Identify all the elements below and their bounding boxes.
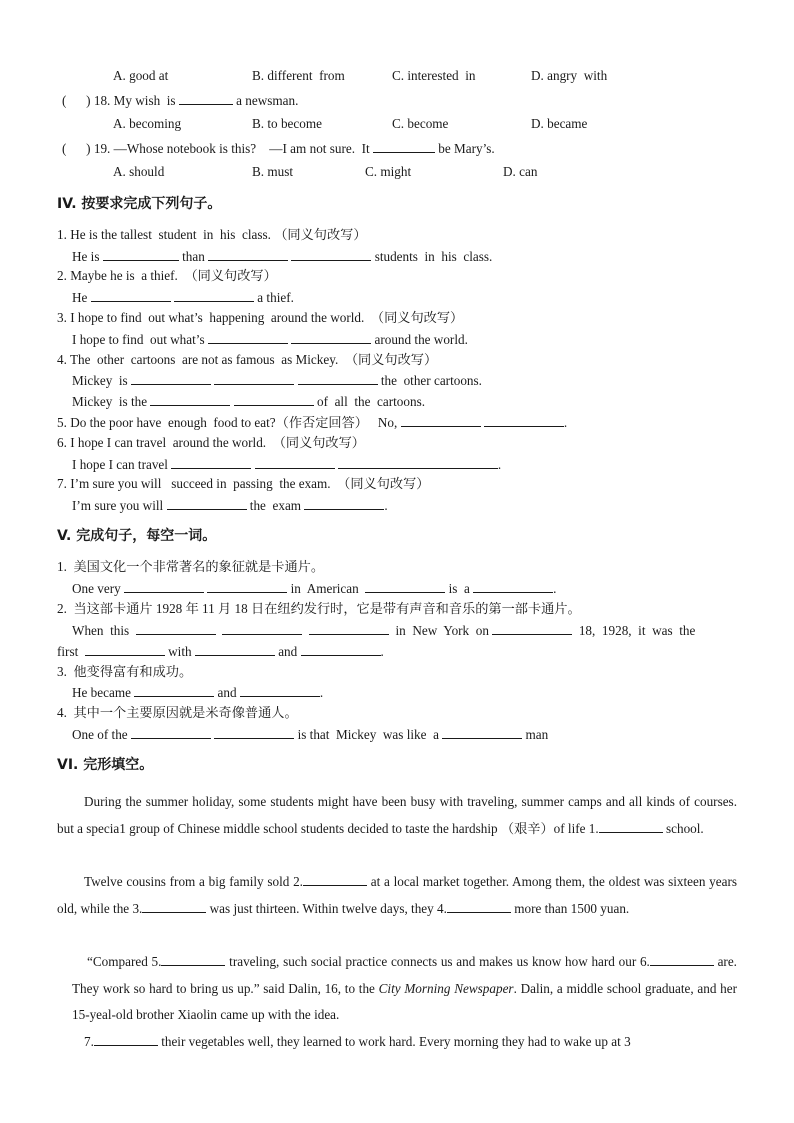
answer-blank[interactable] <box>291 248 371 261</box>
sec4-item-6: 6. I hope I can travel around the world. （同义句改写） <box>57 435 365 450</box>
sec4-item-4-answer-a <box>72 372 482 389</box>
cloze-paragraph-3 <box>72 949 737 1029</box>
q18-stem <box>62 92 298 109</box>
answer-blank[interactable] <box>214 726 294 739</box>
sec5-item-3-answer: He became and . <box>72 685 324 700</box>
answer-blank[interactable] <box>171 456 251 469</box>
answer-blank[interactable] <box>365 580 445 593</box>
text-fragment: and <box>217 685 237 700</box>
cloze-blank-1[interactable] <box>599 820 663 833</box>
text-fragment: is that Mickey was like a <box>297 727 439 742</box>
text-fragment: One of the <box>72 727 128 742</box>
answer-blank[interactable] <box>124 580 204 593</box>
answer-blank[interactable] <box>484 414 564 427</box>
answer-blank[interactable] <box>136 622 216 635</box>
text-fragment: He is <box>72 249 100 264</box>
q19-option-c: C. might <box>365 164 412 179</box>
text-fragment: a thief. <box>257 290 294 305</box>
answer-blank[interactable] <box>291 331 371 344</box>
cloze-blank-7[interactable] <box>94 1033 158 1046</box>
text-fragment: the exam <box>249 498 302 513</box>
text-fragment: One very <box>72 581 121 596</box>
sec4-item-4-answer-b <box>72 393 425 410</box>
q19-stem <box>62 140 495 157</box>
answer-blank[interactable] <box>418 456 498 469</box>
text-fragment: man <box>525 727 549 742</box>
cloze-blank-2[interactable] <box>303 873 367 886</box>
q18-blank[interactable] <box>179 92 233 105</box>
sec5-item-2-answer-b: first with and . <box>57 644 384 659</box>
text-fragment: 5. Do the poor have enough food to eat?（作否定回答） No, <box>57 415 398 430</box>
sec5-item-1: 1. 美国文化一个非常著名的象征就是卡通片。 <box>57 559 325 574</box>
sec4-item-4: 4. The other cartoons are not as famous as Mickey. （同义句改写） <box>57 352 438 367</box>
sec5-item-2: 2. 当这部卡通片 1928 年 11 月 18 日在纽约发行时，它是带有声音和音乐的第一部卡通片。 <box>57 601 581 616</box>
newspaper-title: City Morning Newspaper <box>378 980 514 996</box>
sec4-item-3-answer <box>72 331 468 348</box>
q18-option-a: A. becoming <box>113 116 182 131</box>
text-fragment: with <box>168 644 192 659</box>
text-fragment: in American <box>290 581 359 596</box>
text-fragment: Mickey is <box>72 373 128 388</box>
text-fragment: than <box>182 249 205 264</box>
q18-suffix: a newsman. <box>236 93 299 108</box>
section-4-title: IV. 按要求完成下列句子。 <box>57 196 222 212</box>
q19-prefix: ( ) 19. —Whose notebook is this? —I am not sure. It <box>62 141 370 156</box>
text-fragment: When this <box>72 623 130 638</box>
section-5-title: V. 完成句子，每空一词。 <box>57 528 217 544</box>
sec5-item-4: 4. 其中一个主要原因就是米奇像普通人。 <box>57 705 298 720</box>
answer-blank[interactable] <box>309 622 389 635</box>
cloze-paragraph-1 <box>57 789 737 869</box>
cloze-paragraph-4 <box>57 1029 737 1057</box>
text-fragment: in New York on <box>395 623 489 638</box>
answer-blank[interactable] <box>442 726 522 739</box>
answer-blank[interactable] <box>85 643 165 656</box>
answer-blank[interactable] <box>174 289 254 302</box>
text-fragment: and <box>278 644 298 659</box>
text-fragment: of all the cartoons. <box>316 394 426 409</box>
q17-option-d: D. angry with <box>531 68 608 83</box>
text-fragment: their vegetables well, they learned to work hard. Every morning they had to wake up at 3 <box>157 1034 631 1049</box>
answer-blank[interactable] <box>208 248 288 261</box>
q17-option-a: A. good at <box>113 68 169 83</box>
text-fragment: . Dalin, a middle school graduate, and her 15-yeal-old brother Xiaolin came up with the idea. <box>72 980 738 1022</box>
text-fragment: at a local market together. Among them, the oldest was sixteen years old, while the 3. <box>57 874 738 916</box>
q19-option-a: A. should <box>113 164 165 179</box>
answer-blank[interactable] <box>401 414 481 427</box>
answer-blank[interactable] <box>208 331 288 344</box>
text-fragment: traveling, such social practice connects us and makes us know how hard our 6. <box>225 954 650 969</box>
answer-blank[interactable] <box>150 393 230 406</box>
text-fragment: was just thirteen. Within twelve days, they 4. <box>206 900 447 916</box>
q19-option-b: B. must <box>252 164 294 179</box>
text-fragment: “Compared 5. <box>87 954 162 969</box>
text-fragment: I hope to find out what’s <box>72 332 205 347</box>
cloze-blank-5[interactable] <box>161 953 225 966</box>
answer-blank[interactable] <box>255 456 335 469</box>
text-fragment: He became <box>72 685 131 700</box>
text-fragment: first <box>57 644 79 659</box>
q18-option-d: D. became <box>531 116 588 131</box>
answer-blank[interactable] <box>91 289 171 302</box>
answer-blank[interactable] <box>473 580 553 593</box>
answer-blank[interactable] <box>195 643 275 656</box>
text-fragment: I hope I can travel <box>72 457 168 472</box>
q18-option-c: C. become <box>392 116 449 131</box>
answer-blank[interactable] <box>167 497 247 510</box>
sec4-item-7: 7. I’m sure you will succeed in passing the exam. （同义句改写） <box>57 476 430 491</box>
answer-blank[interactable] <box>131 726 211 739</box>
text-fragment: students in his class. <box>374 249 493 264</box>
text-fragment: the other cartoons. <box>380 373 482 388</box>
sec5-item-1-answer: One very in American is a . <box>72 581 557 596</box>
text-fragment: 18, 1928, it was the <box>578 623 696 638</box>
text-fragment: During the summer holiday, some students might have been busy with traveling, summer camps and all kinds of courses. but a specia1 group of Chinese middle school students decided to taste the hardship （艰辛）of life 1. <box>57 794 737 836</box>
sec4-item-1-answer <box>72 248 492 265</box>
text-fragment: are. They work so hard to bring us up.” said Dalin, 16, to the <box>72 954 737 996</box>
text-fragment: He <box>72 290 88 305</box>
answer-blank[interactable] <box>298 372 378 385</box>
answer-blank[interactable] <box>240 684 320 697</box>
answer-blank[interactable] <box>214 372 294 385</box>
q19-suffix: be Mary’s. <box>438 141 495 156</box>
q17-option-c: C. interested in <box>392 68 476 83</box>
cloze-blank-6[interactable] <box>650 953 714 966</box>
q17-option-b: B. different from <box>252 68 345 83</box>
sec4-item-1: 1. He is the tallest student in his class. （同义句改写） <box>57 227 367 242</box>
text-fragment: Mickey is the <box>72 394 148 409</box>
cloze-paragraph-2 <box>57 869 737 949</box>
answer-blank[interactable] <box>234 393 314 406</box>
text-fragment: I’m sure you will <box>72 498 164 513</box>
sec4-item-2-answer <box>72 289 294 306</box>
answer-blank[interactable] <box>131 372 211 385</box>
sec5-item-4-answer <box>72 726 548 743</box>
answer-blank[interactable] <box>304 497 384 510</box>
answer-blank[interactable] <box>338 456 418 469</box>
sec4-item-6-answer: I hope I can travel . <box>72 457 502 472</box>
answer-blank[interactable] <box>301 643 381 656</box>
sec5-item-2-answer-a <box>72 622 695 639</box>
q18-prefix: ( ) 18. My wish is <box>62 93 176 108</box>
section-6-title: VI. 完形填空。 <box>57 757 154 773</box>
sec4-item-3: 3. I hope to find out what’s happening around the world. （同义句改写） <box>57 310 464 325</box>
text-fragment: is a <box>448 581 470 596</box>
q19-blank[interactable] <box>373 140 435 153</box>
answer-blank[interactable] <box>492 622 572 635</box>
text-fragment: around the world. <box>374 332 468 347</box>
text-fragment: more than 1500 yuan. <box>510 900 630 916</box>
q18-option-b: B. to become <box>252 116 322 131</box>
text-fragment: 7. <box>84 1034 94 1049</box>
sec4-item-7-answer: I’m sure you will the exam . <box>72 498 388 513</box>
sec5-item-3: 3. 他变得富有和成功。 <box>57 664 193 679</box>
answer-blank[interactable] <box>103 248 179 261</box>
text-fragment: school. <box>662 820 704 836</box>
answer-blank[interactable] <box>222 622 302 635</box>
answer-blank[interactable] <box>134 684 214 697</box>
q19-option-d: D. can <box>503 164 538 179</box>
cloze-blank-4[interactable] <box>447 900 511 913</box>
sec4-item-2: 2. Maybe he is a thief. （同义句改写） <box>57 268 277 283</box>
text-fragment: Twelve cousins from a big family sold 2. <box>84 874 303 889</box>
answer-blank[interactable] <box>207 580 287 593</box>
cloze-blank-3[interactable] <box>142 900 206 913</box>
sec4-item-5: 5. Do the poor have enough food to eat?（作否定回答） No, . <box>57 415 568 430</box>
